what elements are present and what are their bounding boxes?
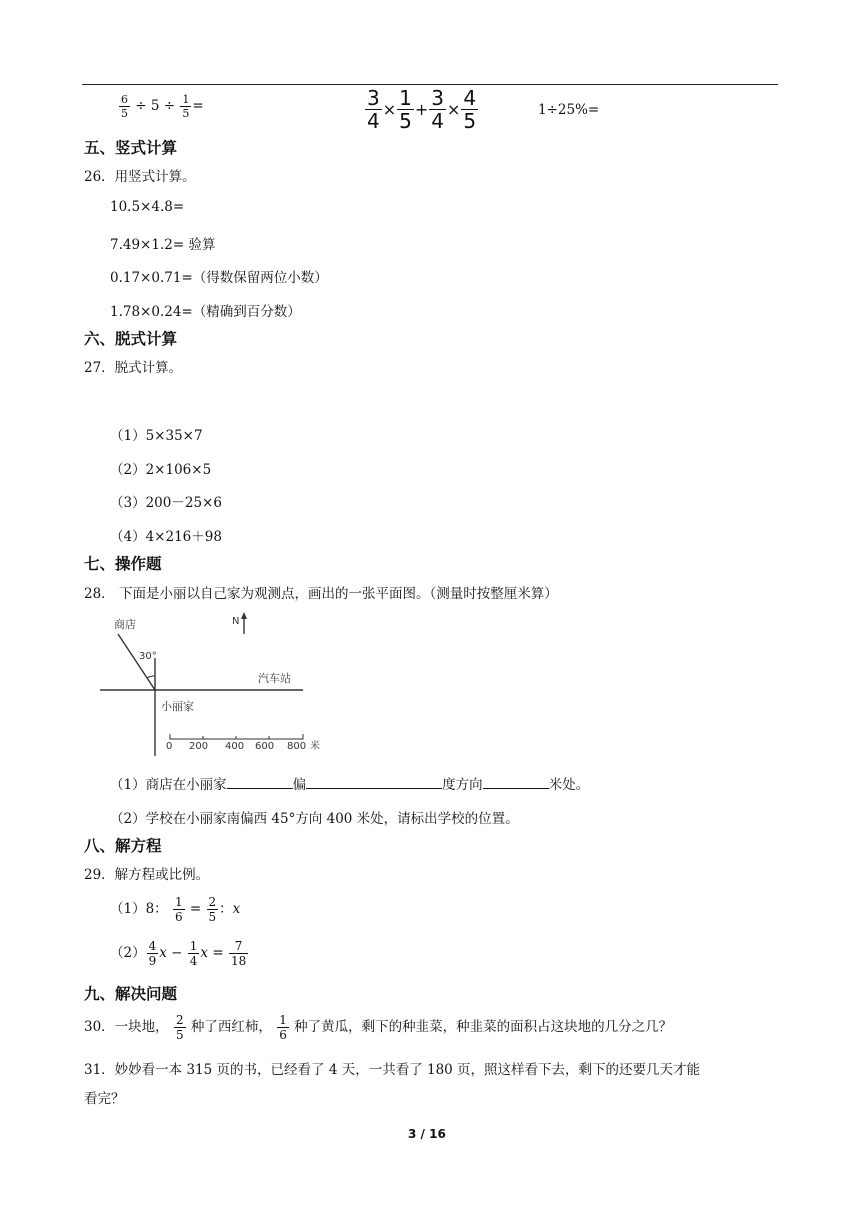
question-28-part-1: （1）商店在小丽家 偏 度方向 米处。 bbox=[110, 773, 589, 793]
section-title-6: 六、脱式计算 bbox=[84, 330, 178, 348]
question-31-line-2: 看完？ bbox=[84, 1091, 125, 1107]
fraction: $\frac{2}{5}$ bbox=[208, 895, 217, 924]
label-home: 小丽家 bbox=[161, 700, 194, 713]
question-30: 30．一块地， $\frac{2}{5}$ 种了西红柿， $\frac{1}{6}$ 种了黄瓜，剩下的种韭菜，种韭菜的面积占这块地的几分之几？ bbox=[84, 1013, 673, 1042]
fraction: $\frac{7}{18}$ bbox=[230, 939, 247, 968]
fraction: $\frac{1}{5}$ bbox=[399, 86, 412, 133]
question-27: 27．脱式计算。 bbox=[84, 360, 183, 376]
answer-blank[interactable] bbox=[227, 774, 293, 789]
label-shop: 商店 bbox=[114, 618, 136, 631]
question-26: 26．用竖式计算。 bbox=[84, 169, 196, 185]
section-title-9: 九、解决问题 bbox=[84, 985, 178, 1003]
scale-tick-800: 800 bbox=[287, 741, 307, 752]
item-27-4: （4）4×216＋98 bbox=[110, 529, 222, 545]
section-title-7: 七、操作题 bbox=[84, 555, 162, 573]
equation-2: （2） $\frac{4}{9}$ x − $\frac{1}{4}$ x = $\frac{7}{18}$ bbox=[110, 939, 247, 968]
angle-arc bbox=[147, 676, 155, 678]
fraction: $\frac{4}{9}$ bbox=[148, 939, 157, 968]
label-north: N bbox=[232, 616, 240, 627]
label-angle: 30° bbox=[139, 651, 157, 662]
north-arrow-head bbox=[241, 612, 247, 619]
scale-tick-200: 200 bbox=[189, 741, 209, 752]
fraction: $\frac{2}{5}$ bbox=[175, 1013, 184, 1042]
item-26-4: 1.78×0.24=（精确到百分数） bbox=[110, 304, 301, 320]
section-title-5: 五、竖式计算 bbox=[84, 139, 178, 157]
question-31-line-1: 31．妙妙看一本 315 页的书，已经看了 4 天，一共看了 180 页，照这样看下去，剩下的还要几天才能 bbox=[84, 1062, 701, 1078]
fraction: $\frac{1}{4}$ bbox=[189, 939, 198, 968]
scale-tick-0: 0 bbox=[166, 741, 173, 752]
expression-1: $\frac{6}{5}$ ÷ 5 ÷ $\frac{1}{5}$ = bbox=[121, 93, 204, 120]
header-rule bbox=[82, 84, 778, 85]
floor-plan-map bbox=[98, 610, 338, 758]
item-26-1: 10.5×4.8= bbox=[110, 199, 185, 215]
question-29: 29．解方程或比例。 bbox=[84, 867, 210, 883]
question-28: 28． 下面是小丽以自己家为观测点，画出的一张平面图。（测量时按整厘米算） bbox=[84, 586, 558, 602]
page-number: 3 / 16 bbox=[408, 1127, 446, 1141]
expression-3: 1÷25%= bbox=[538, 102, 600, 118]
item-26-2: 7.49×1.2= 验算 bbox=[110, 237, 216, 253]
answer-blank[interactable] bbox=[483, 774, 549, 789]
question-28-part-2: （2）学校在小丽家南偏西 45°方向 400 米处，请标出学校的位置。 bbox=[110, 811, 519, 827]
fraction: $\frac{1}{6}$ bbox=[174, 895, 183, 924]
section-title-8: 八、解方程 bbox=[84, 837, 162, 855]
expression-2: $\frac{3}{4}$ × $\frac{1}{5}$ + $\frac{3}{4}$ × $\frac{4}{5}$ bbox=[367, 86, 477, 133]
scale-tick-600: 600 bbox=[255, 741, 275, 752]
scale-tick-400: 400 bbox=[225, 741, 245, 752]
item-27-1: （1）5×35×7 bbox=[110, 428, 203, 444]
fraction: $\frac{1}{6}$ bbox=[279, 1013, 287, 1042]
label-bus-station: 汽车站 bbox=[258, 672, 291, 685]
item-27-2: （2）2×106×5 bbox=[110, 462, 212, 478]
fraction: $\frac{4}{5}$ bbox=[463, 86, 477, 133]
answer-blank[interactable] bbox=[306, 774, 442, 789]
scale-unit: 米 bbox=[310, 741, 320, 752]
equation-1: （1）8： $\frac{1}{6}$ = $\frac{2}{5}$ ：x bbox=[110, 895, 241, 924]
fraction: $\frac{3}{4}$ bbox=[431, 86, 445, 133]
shop-direction-line bbox=[118, 634, 155, 690]
fraction: $\frac{1}{5}$ bbox=[182, 93, 190, 120]
fraction: $\frac{6}{5}$ bbox=[121, 93, 128, 120]
item-27-3: （3）200－25×6 bbox=[110, 495, 222, 511]
item-26-3: 0.17×0.71=（得数保留两位小数） bbox=[110, 270, 328, 286]
fraction: $\frac{3}{4}$ bbox=[367, 86, 380, 133]
